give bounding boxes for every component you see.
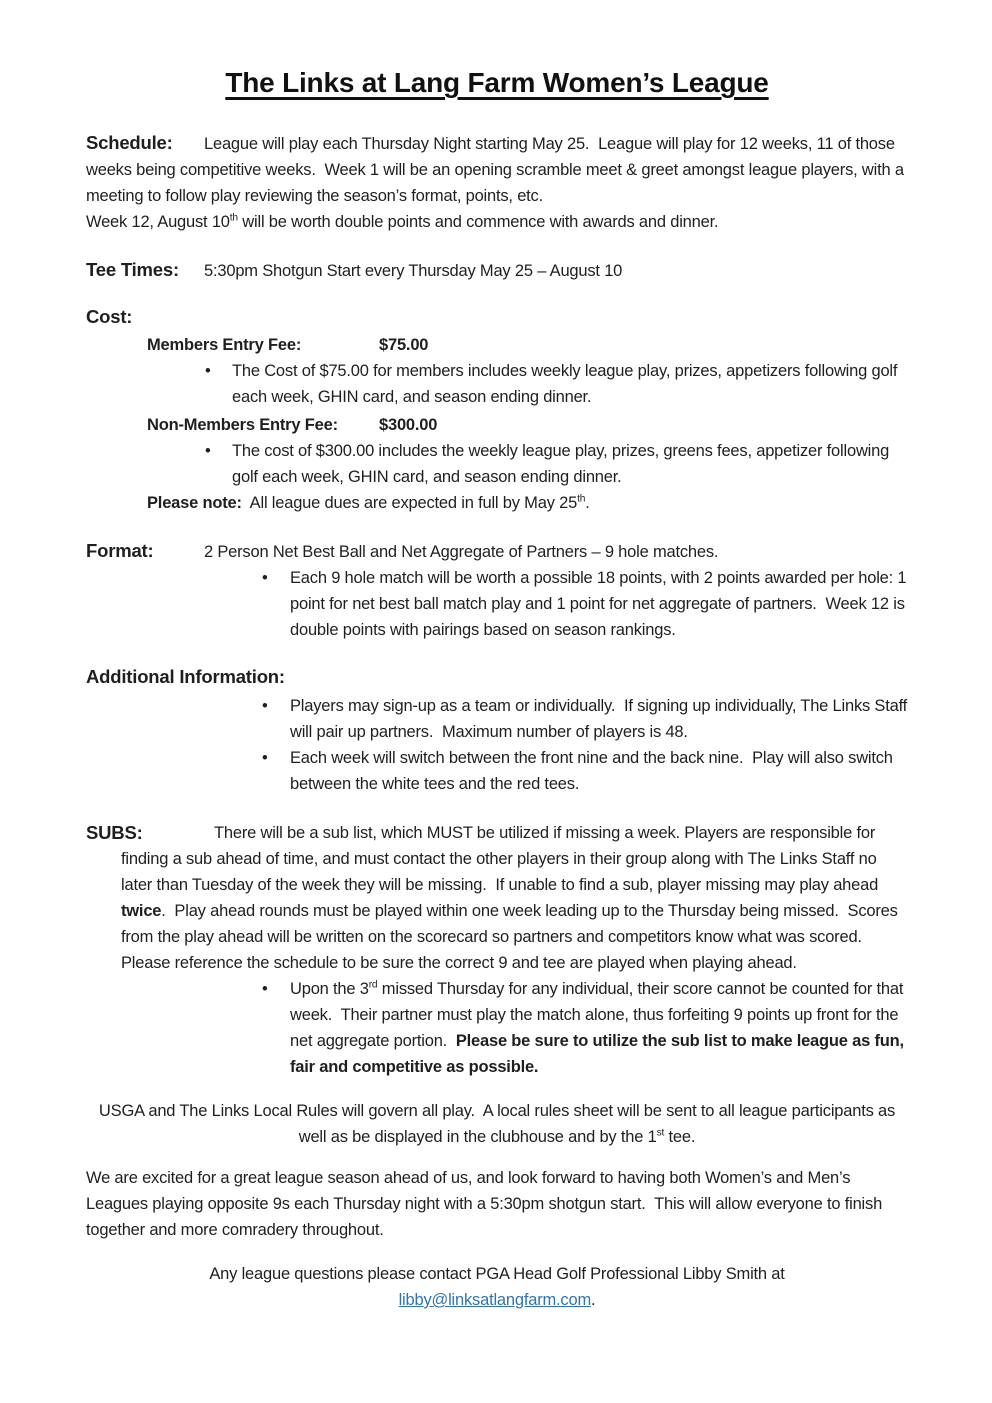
usga-rules-rest: tee. (664, 1128, 696, 1146)
subs-bullet-body: missed Thursday for any individual, their score cannot be counted for that week. Their partner must play the match alone, thus forfeiting 9 points up front for the net aggregate portion. (290, 980, 908, 1050)
additional-info-bullet (262, 745, 908, 797)
subs-bullet-lead: Upon the 3 (290, 980, 369, 998)
dues-note-label: Please note: (147, 494, 242, 512)
members-fee-value: $75.00 (379, 336, 429, 354)
closing-text: We are excited for a great league season ahead of us, and look forward to having both Women’s and Men’s Leagues playing opposite 9s each Thursday night with a 5:30pm shotgun start. This will allow everyone to finish together and more comradery throughout. (86, 1169, 887, 1239)
additional-info-bullet (262, 693, 912, 745)
bullet-icon: • (262, 980, 268, 998)
contact-paragraph (86, 1261, 908, 1313)
subs-text-rest: . Play ahead rounds must be played within one week leading up to the Thursday being missed. Scores from the play ahead will be written on the scorecard so partners and competitors know what was scored. Please reference the schedule to be sure the correct 9 and tee are played when playing ahead. (121, 902, 903, 972)
bullet-icon: • (262, 569, 268, 587)
dues-note (147, 490, 908, 516)
format-label: Format: (86, 540, 154, 561)
members-fee-bullet-text: The Cost of $75.00 for members includes weekly league play, prizes, appetizers following golf each week, GHIN card, and season ending dinner. (232, 362, 902, 406)
contact-text: Any league questions please contact PGA Head Golf Professional Libby Smith at (209, 1265, 785, 1283)
bullet-icon: • (205, 442, 211, 460)
additional-info-bullet-text: Each week will switch between the front nine and the back nine. Play will also switch between the white tees and the red tees. (290, 749, 898, 793)
tee-times-text: 5:30pm Shotgun Start every Thursday May 25 – August 10 (204, 262, 623, 280)
cost-heading: Cost: (86, 306, 133, 327)
contact-email-link[interactable]: libby@linksatlangfarm.com (398, 1291, 591, 1309)
usga-rules-paragraph (86, 1098, 908, 1150)
format-bullet-text: Each 9 hole match will be worth a possible 18 points, with 2 points awarded per hole: 1 point for net best ball match play and 1 point for net aggregate of partners. Week 12 is double points with pairings based on season rankings. (290, 569, 911, 639)
additional-info-heading: Additional Information: (86, 666, 285, 687)
subs-label: SUBS: (86, 822, 143, 843)
subs-bullet-superscript: rd (368, 979, 378, 991)
schedule-text: League will play each Thursday Night starting May 25. League will play for 12 weeks, 11 of those weeks being competitive weeks. Week 1 will be an opening scramble meet & greet amongst league players, with a meeting to follow play reviewing the season’s format, points, etc. (86, 135, 909, 205)
subs-bullet-text (290, 976, 908, 1080)
non-members-fee-value: $300.00 (379, 416, 438, 434)
dues-note-superscript: th (577, 493, 586, 505)
usga-superscript: st (656, 1127, 665, 1139)
bullet-icon: • (262, 749, 268, 767)
format-section (86, 538, 908, 565)
non-members-fee-label: Non-Members Entry Fee: (147, 416, 338, 434)
subs-section (86, 820, 908, 976)
format-bullet (262, 565, 911, 643)
bullet-icon: • (262, 697, 268, 715)
members-fee-label: Members Entry Fee: (147, 336, 302, 354)
subs-text: There will be a sub list, which MUST be utilized if missing a week. Players are responsible for finding a sub ahead of time, and must contact the other players in their group along with The Links Staff no later than Tuesday of the week they will be missing. If unable to find a sub, player missing may play ahead (121, 824, 883, 894)
members-fee-row (147, 332, 908, 358)
additional-info-bullet-text: Players may sign-up as a team or individually. If signing up individually, The Links Staff will pair up partners. Maximum number of players is 48. (290, 697, 912, 741)
subs-text-bold: twice (121, 902, 162, 920)
schedule-line2: Week 12, August 10 (86, 213, 230, 231)
page-title: The Links at Lang Farm Women’s League (225, 67, 769, 98)
non-members-fee-bullet (205, 438, 908, 490)
members-fee-bullet (205, 358, 908, 410)
subs-bullet (262, 976, 908, 1080)
schedule-line2-superscript: th (229, 212, 238, 224)
subs-bullet-bold: Please be sure to utilize the sub list to make league as fun, fair and competitive as possible. (290, 1032, 909, 1076)
tee-times-label: Tee Times: (86, 259, 179, 280)
contact-period: . (591, 1291, 596, 1309)
non-members-fee-row (147, 412, 908, 438)
dues-note-text: All league dues are expected in full by May 25 (241, 494, 578, 512)
bullet-icon: • (205, 362, 211, 380)
document-content (86, 64, 912, 1313)
schedule-line2-rest: will be worth double points and commence with awards and dinner. (237, 213, 719, 231)
schedule-label: Schedule: (86, 132, 173, 153)
tee-times-section (86, 257, 908, 284)
usga-rules-text: USGA and The Links Local Rules will govern all play. A local rules sheet will be sent to all league participants as well as be displayed in the clubhouse and by the 1 (98, 1102, 900, 1146)
non-members-fee-bullet-text: The cost of $300.00 includes the weekly league play, prizes, greens fees, appetizer following golf each week, GHIN card, and season ending dinner. (232, 442, 894, 486)
closing-paragraph (86, 1165, 908, 1243)
schedule-section (86, 130, 908, 235)
format-text: 2 Person Net Best Ball and Net Aggregate of Partners – 9 hole matches. (204, 543, 719, 561)
dues-note-period: . (585, 494, 590, 512)
